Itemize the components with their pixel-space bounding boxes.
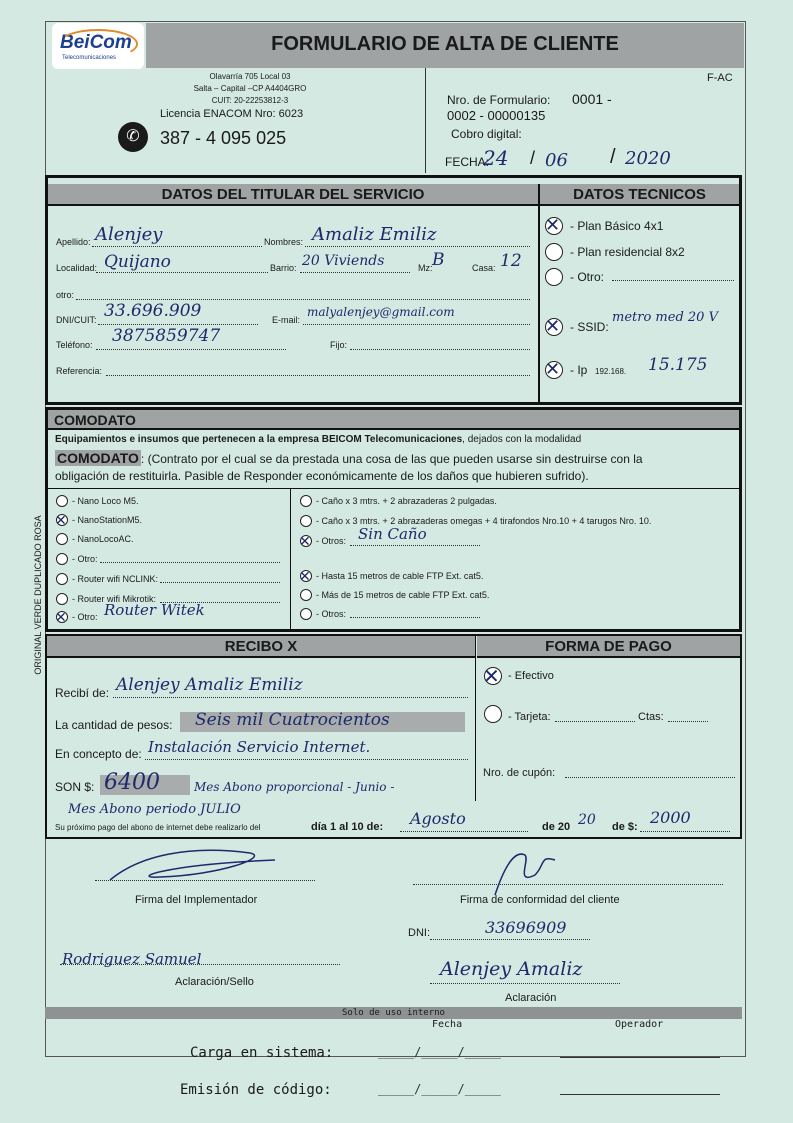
cano-omegas-radio[interactable] <box>300 515 312 527</box>
comodato-intro-rest: , dejados con la modalidad <box>462 434 582 445</box>
implementador-line <box>95 880 315 881</box>
barrio-label: Barrio: <box>270 263 297 273</box>
cano-2-pulgadas-label: - Caño x 3 mtrs. + 2 abrazaderas 2 pulgadas. <box>316 496 497 506</box>
dni-firma-value: 33696909 <box>485 918 567 937</box>
logo-swoosh <box>58 29 138 59</box>
son-value: 6400 <box>104 770 160 795</box>
proximo-month-value: Agosto <box>410 809 466 828</box>
otros-cable-field[interactable] <box>350 610 480 618</box>
fecha-col-label: Fecha <box>432 1019 463 1030</box>
check-mark-icon: ✕ <box>545 316 561 337</box>
comodato-definition-1: : (Contrato por el cual se da prestada una cosa de las que pueden usarse sin destruirse con la <box>140 452 643 466</box>
plan-residencial-label: - Plan residencial 8x2 <box>570 245 685 259</box>
plan-residencial-radio[interactable] <box>545 243 563 261</box>
bleed-through-text <box>752 60 793 1060</box>
aclaracion-sello-value: Rodriguez Samuel <box>62 950 202 968</box>
apellido-label: Apellido: <box>56 237 91 247</box>
check-mark-icon: ✕ <box>55 513 67 529</box>
son-note: Mes Abono proporcional - Junio - <box>194 780 395 794</box>
proximo-year-label: de 20 <box>542 821 571 833</box>
fecha-year: 2020 <box>625 148 671 169</box>
ip-value: 15.175 <box>648 355 708 375</box>
titular-header: DATOS DEL TITULAR DEL SERVICIO <box>48 184 538 206</box>
son-label: SON $: <box>55 780 95 794</box>
otro-equipo-field[interactable] <box>100 555 280 563</box>
section-divider <box>538 184 540 402</box>
ssid-label: - SSID: <box>570 320 609 334</box>
casa-label: Casa: <box>472 263 496 273</box>
tarjeta-field[interactable] <box>555 712 635 722</box>
fecha-label: FECHA: <box>445 155 490 169</box>
emision-fecha-field[interactable]: _____/_____/_____ <box>378 1082 501 1096</box>
aclaracion-label: Aclaración <box>505 992 557 1004</box>
comodato-definition <box>55 450 735 485</box>
otros-cable-label: - Otros: <box>316 609 347 619</box>
cano-2-pulgadas-radio[interactable] <box>300 495 312 507</box>
cupon-label: Nro. de cupón: <box>483 767 556 779</box>
apellido-value: Alenjey <box>95 224 163 245</box>
uso-interno-title: Solo de uso interno <box>342 1008 445 1018</box>
efectivo-label: - Efectivo <box>508 670 554 682</box>
comodato-definition-2: obligación de restituirla. Pasible de Responder económicamente de los daños que hubieren sufrido). <box>55 469 589 483</box>
aclaracion-line <box>430 983 620 984</box>
emision-operador-field[interactable] <box>560 1087 720 1095</box>
comodato-term: COMODATO <box>57 450 139 466</box>
casa-value: 12 <box>500 251 522 271</box>
fecha-month: 06 <box>545 150 568 171</box>
otro-plan-radio[interactable] <box>545 268 563 286</box>
cano-omegas-label: - Caño x 3 mtrs. + 2 abrazaderas omegas + 4 tirafondos Nro.10 + 4 tarugos Nro. 10. <box>316 516 652 526</box>
implementador-signature <box>100 845 280 885</box>
recibi-label: Recibí de: <box>55 686 110 700</box>
nombres-value: Amaliz Emiliz <box>312 224 437 245</box>
comodato-title: COMODATO <box>54 412 136 428</box>
check-mark-icon: ✕ <box>299 569 311 585</box>
ctas-label: Ctas: <box>638 711 664 723</box>
check-mark-icon: ✕ <box>545 359 561 380</box>
tecnicos-header: DATOS TECNICOS <box>540 184 739 206</box>
ip-label: - Ip <box>570 363 588 377</box>
mz-value: B <box>432 250 445 270</box>
proximo-year-value: 20 <box>578 812 596 828</box>
nanostation-m5-label: - NanoStationM5. <box>72 515 143 525</box>
otro-plan-field[interactable] <box>612 271 734 281</box>
aclaracion-sello-line <box>60 964 340 965</box>
otro-equipo-label: - Otro: <box>72 554 98 564</box>
nano-loco-ac-radio[interactable] <box>56 533 68 545</box>
conformidad-line <box>413 884 723 885</box>
plan-basico-label: - Plan Básico 4x1 <box>570 219 664 233</box>
barrio-value: 20 Viviends <box>302 253 385 269</box>
concepto-value: Instalación Servicio Internet. <box>148 738 371 756</box>
check-mark-icon: ✕ <box>55 610 67 626</box>
recibo-col-divider <box>475 636 476 801</box>
address-line: CUIT: 20-22253812-3 <box>211 96 289 105</box>
email-label: E-mail: <box>272 315 301 325</box>
otro-field[interactable] <box>76 291 530 300</box>
logo-subtext: Telecomunicaciones <box>62 55 117 61</box>
cable-mas-15m-label: - Más de 15 metros de cable FTP Ext. cat5. <box>316 590 490 600</box>
fecha-separator: / <box>530 148 536 168</box>
whatsapp-icon: ✆ <box>118 122 148 152</box>
otro-label: otro: <box>56 290 75 300</box>
ip-prefix: 192.168. <box>595 367 627 376</box>
proximo-pago-label: Su próximo pago del abono de internet debe realizarlo del <box>55 823 261 832</box>
localidad-value: Quijano <box>104 252 171 272</box>
company-address <box>150 71 350 107</box>
fecha-separator: / <box>610 146 616 168</box>
cable-mas-15m-radio[interactable] <box>300 589 312 601</box>
check-mark-icon: ✕ <box>545 215 561 236</box>
comodato-col-divider <box>290 488 291 630</box>
router-mikrotik-radio[interactable] <box>56 593 68 605</box>
tarjeta-label: - Tarjeta: <box>508 711 551 723</box>
dni-value: 33.696.909 <box>104 301 202 321</box>
form-number-b: 0002 - 00000135 <box>447 108 546 123</box>
dni-label: DNI/CUIT: <box>56 315 97 325</box>
otro-router-value: Router Witek <box>104 601 205 619</box>
comodato-intro <box>55 434 581 445</box>
fecha-day: 24 <box>483 146 509 170</box>
mz-label: Mz: <box>418 263 433 273</box>
nano-loco-m5-label: - Nano Loco M5. <box>72 496 139 506</box>
otros-cano-label: - Otros: <box>316 536 347 546</box>
carga-fecha-field[interactable]: _____/_____/_____ <box>378 1045 501 1059</box>
nano-loco-m5-radio[interactable] <box>56 495 68 507</box>
cantidad-label: La cantidad de pesos: <box>55 718 173 732</box>
signature-scribble <box>100 845 280 885</box>
ssid-value: metro med 20 V <box>612 310 718 325</box>
son-note-2: Mes Abono periodo JULIO <box>68 802 241 817</box>
recibi-value: Alenjey Amaliz Emiliz <box>116 675 303 695</box>
address-line: Olavarría 705 Local 03 <box>209 72 291 81</box>
proximo-dias: día 1 al 10 de: <box>311 821 384 833</box>
dni-firma-label: DNI: <box>408 927 430 939</box>
check-mark-icon: ✕ <box>299 534 311 550</box>
nano-loco-ac-label: - NanoLocoAC. <box>72 534 134 544</box>
tarjeta-radio[interactable] <box>484 705 502 723</box>
router-nclink-field[interactable] <box>160 575 280 583</box>
address-line: Salta – Capital –CP A4404GRO <box>193 84 307 93</box>
concepto-label: En concepto de: <box>55 747 142 761</box>
cable-15m-label: - Hasta 15 metros de cable FTP Ext. cat5. <box>316 571 484 581</box>
copy-indicator: ORIGINAL VERDE DUPLICADO ROSA <box>33 515 43 675</box>
header-divider <box>425 68 426 173</box>
telefono-label: Teléfono: <box>56 340 93 350</box>
proximo-amount-value: 2000 <box>650 808 691 827</box>
email-value: malyalenjey@gmail.com <box>307 305 455 319</box>
form-number-label: Nro. de Formulario: <box>447 93 551 107</box>
carga-label: Carga en sistema: <box>190 1045 334 1061</box>
page-title: FORMULARIO DE ALTA DE CLIENTE <box>271 33 619 55</box>
telefono-value: 3875859747 <box>112 326 221 346</box>
cupon-field[interactable] <box>565 768 735 778</box>
router-nclink-radio[interactable] <box>56 573 68 585</box>
aclaracion-value: Alenjey Amaliz <box>440 958 583 980</box>
emision-label: Emisión de código: <box>180 1082 332 1098</box>
otro-plan-label: - Otro: <box>570 270 605 284</box>
otros-cano-value: Sin Caño <box>358 525 427 543</box>
logo <box>52 23 144 69</box>
implementador-label: Firma del Implementador <box>135 894 258 906</box>
fijo-field[interactable] <box>350 341 530 350</box>
nombres-label: Nombres: <box>264 237 304 247</box>
comodato-header <box>48 410 739 430</box>
comodato-divider <box>48 488 739 489</box>
otro-router-label: - Otro: <box>72 612 98 622</box>
check-mark-icon: ✕ <box>483 664 500 688</box>
otros-cable-radio[interactable] <box>300 608 312 620</box>
license-text: Licencia ENACOM Nro: 6023 <box>160 108 304 120</box>
carga-operador-field[interactable] <box>560 1050 720 1058</box>
operador-col-label: Operador <box>615 1019 664 1030</box>
cantidad-value: Seis mil Cuatrocientos <box>195 710 390 730</box>
aclaracion-sello-label: Aclaración/Sello <box>175 976 254 988</box>
referencia-field[interactable] <box>106 367 530 376</box>
pago-header: FORMA DE PAGO <box>477 636 740 658</box>
logo-text: BeiCom <box>60 32 132 53</box>
cobro-digital-label: Cobro digital: <box>451 127 522 141</box>
phone-number: 387 - 4 095 025 <box>160 128 287 148</box>
form-number-a: 0001 - <box>572 91 612 107</box>
proximo-amount-label: de $: <box>612 821 638 833</box>
router-mikrotik-label: - Router wifi Mikrotik: <box>72 594 157 604</box>
recibo-header: RECIBO X <box>47 636 475 658</box>
otro-equipo-radio[interactable] <box>56 553 68 565</box>
fijo-label: Fijo: <box>330 340 348 350</box>
form-code: F-AC <box>707 72 733 84</box>
referencia-label: Referencia: <box>56 366 103 376</box>
localidad-label: Localidad: <box>56 263 98 273</box>
ctas-field[interactable] <box>668 712 708 722</box>
conformidad-label: Firma de conformidad del cliente <box>460 894 620 906</box>
comodato-intro-bold: Equipamientos e insumos que pertenecen a la empresa BEICOM Telecomunicaciones <box>55 434 463 445</box>
router-nclink-label: - Router wifi NCLINK: <box>72 574 159 584</box>
